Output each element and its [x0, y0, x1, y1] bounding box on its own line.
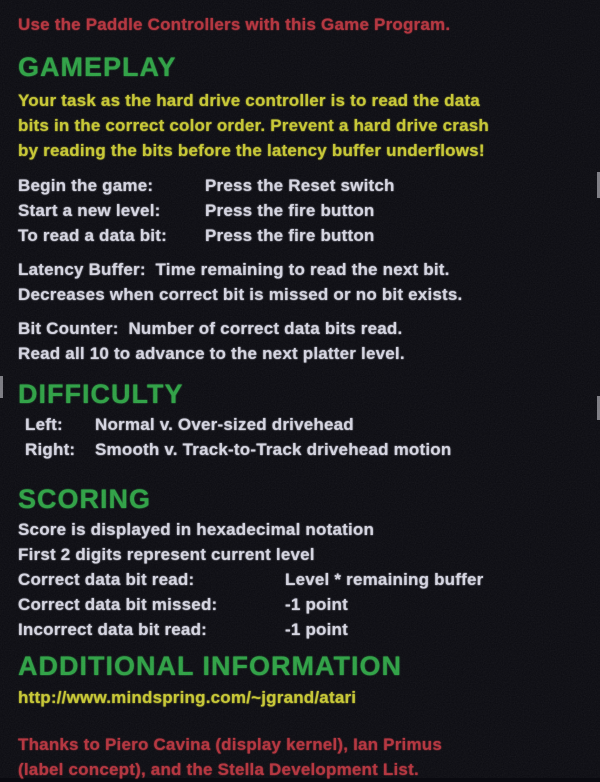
difficulty-label: Left: [25, 415, 63, 434]
controls-list [18, 173, 582, 248]
difficulty-list [18, 412, 582, 462]
bit-counter-note [18, 316, 582, 366]
scoring-row [18, 592, 582, 617]
scoring-label: Correct data bit read: [18, 570, 195, 589]
scoring-label: Correct data bit missed: [18, 595, 218, 614]
scoring-value: -1 point [285, 595, 348, 614]
latency-buffer-line: Decreases when correct bit is missed or no bit exists. [18, 285, 463, 304]
control-label: Begin the game: [18, 176, 154, 195]
gameplay-intro-line: Your task as the hard drive controller is to read the data [18, 91, 480, 110]
difficulty-label: Right: [25, 440, 76, 459]
scoring-heading: SCORING [18, 484, 152, 514]
gameplay-intro [18, 88, 582, 163]
website-url: http://www.mindspring.com/~jgrand/atari [18, 688, 357, 707]
scoring-line: First 2 digits represent current level [18, 545, 315, 564]
scoring-row [18, 567, 582, 592]
control-label: Start a new level: [18, 201, 161, 220]
difficulty-value: Normal v. Over-sized drivehead [95, 415, 354, 434]
scoring-row [18, 617, 582, 642]
scan-edge-artifact [0, 376, 3, 398]
gameplay-heading: GAMEPLAY [18, 52, 177, 82]
difficulty-row [18, 437, 582, 462]
difficulty-heading: DIFFICULTY [18, 379, 184, 409]
scoring-value: -1 point [285, 620, 348, 639]
latency-buffer-note [18, 257, 582, 307]
scoring-value: Level * remaining buffer [285, 570, 484, 589]
credits [18, 732, 582, 782]
controller-notice: Use the Paddle Controllers with this Game Program. [18, 15, 451, 34]
control-row [18, 223, 582, 248]
control-value: Press the Reset switch [205, 176, 395, 195]
gameplay-intro-line: by reading the bits before the latency buffer underflows! [18, 141, 485, 160]
bit-counter-line: Read all 10 to advance to the next platter level. [18, 344, 405, 363]
difficulty-value: Smooth v. Track-to-Track drivehead motion [95, 440, 452, 459]
additional-info-heading: ADDITIONAL INFORMATION [18, 651, 402, 681]
credits-line: Thanks to Piero Cavina (display kernel), Ian Primus [18, 735, 442, 754]
credits-line: (label concept), and the Stella Development List. [18, 760, 419, 779]
control-label: To read a data bit: [18, 226, 167, 245]
control-row [18, 198, 582, 223]
control-row [18, 173, 582, 198]
latency-buffer-line: Latency Buffer: Time remaining to read the next bit. [18, 260, 450, 279]
difficulty-row [18, 412, 582, 437]
control-value: Press the fire button [205, 226, 375, 245]
bit-counter-line: Bit Counter: Number of correct data bits read. [18, 319, 403, 338]
control-value: Press the fire button [205, 201, 375, 220]
gameplay-intro-line: bits in the correct color order. Prevent a hard drive crash [18, 116, 489, 135]
scoring-label: Incorrect data bit read: [18, 620, 208, 639]
scoring-line: Score is displayed in hexadecimal notation [18, 520, 375, 539]
scoring-list [18, 517, 582, 642]
